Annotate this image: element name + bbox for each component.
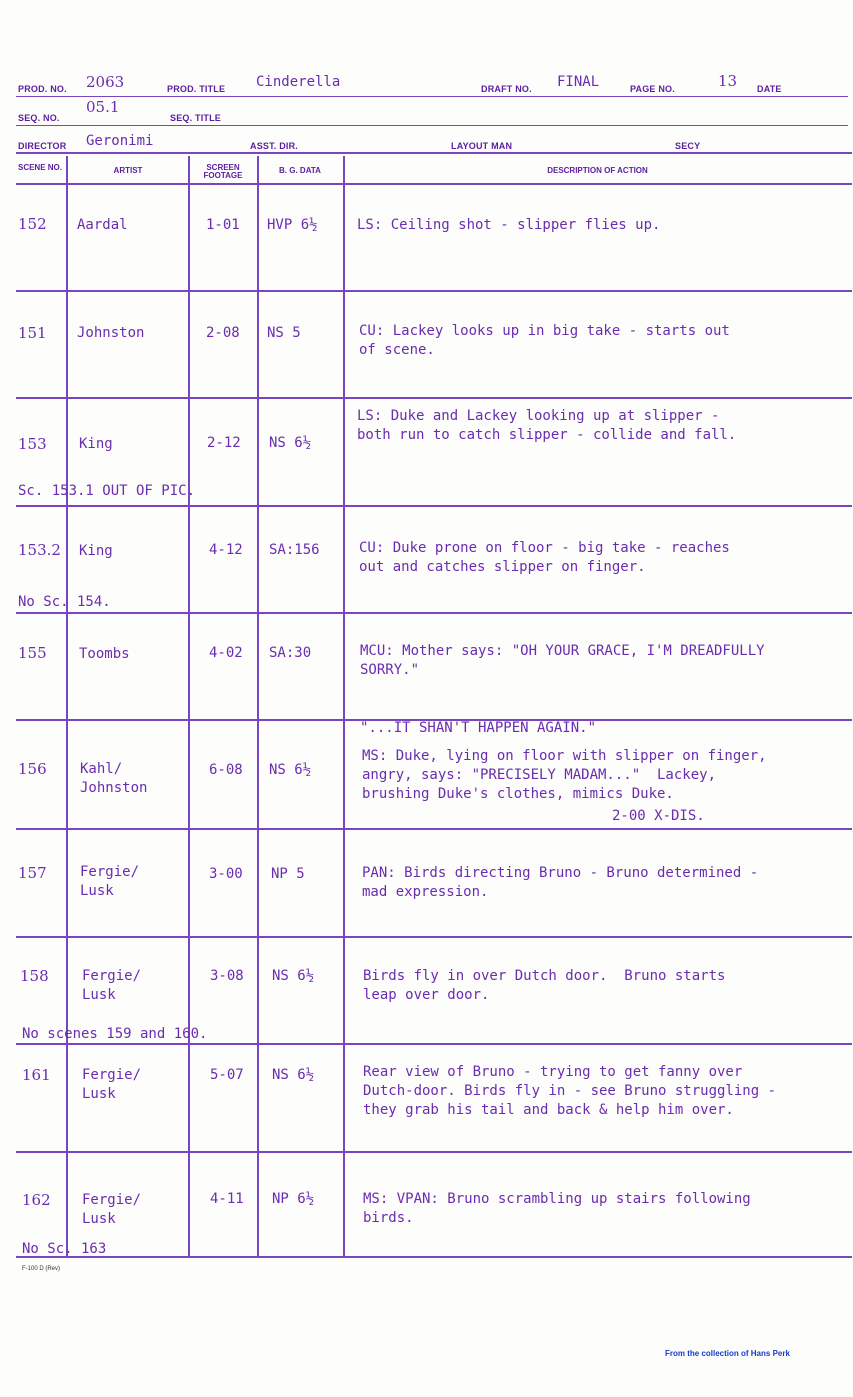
description-cell: MS: VPAN: Bruno scrambling up stairs following birds.	[363, 1191, 751, 1226]
footage-cell: 5-07	[210, 1067, 244, 1083]
scene-number: 153	[18, 435, 47, 453]
table-head-rule	[16, 183, 852, 185]
row-rule	[16, 936, 852, 938]
description-cell: LS: Ceiling shot - slipper flies up.	[357, 217, 661, 233]
scene-number: 152	[18, 215, 47, 233]
artist-cell: Kahl/ Johnston	[80, 761, 148, 796]
footage-cell: 3-08	[210, 968, 244, 984]
row-rule	[16, 1151, 852, 1153]
row-rule	[16, 290, 852, 292]
artist-cell: Fergie/ Lusk	[82, 1067, 142, 1102]
bg-data-cell: HVP 6½	[267, 217, 318, 233]
description-cell: MCU: Mother says: "OH YOUR GRACE, I'M DREADFULLY SORRY."	[360, 643, 765, 678]
asst-dir-label: ASST. DIR.	[250, 141, 299, 151]
artist-cell: King	[79, 543, 113, 559]
bg-data-cell: SA:156	[269, 542, 320, 558]
scene-number: 151	[18, 324, 47, 342]
prod-title-value: Cinderella	[256, 74, 341, 90]
scene-number: 157	[18, 864, 47, 882]
artist-cell: Johnston	[77, 325, 145, 341]
footage-cell: 2-08	[206, 325, 240, 341]
col-head-artist: ARTIST	[113, 166, 143, 175]
artist-cell: Fergie/ Lusk	[82, 968, 142, 1003]
seq-no-value: 05.1	[86, 98, 120, 116]
artist-cell: Fergie/ Lusk	[80, 864, 140, 899]
col-divider-3	[257, 156, 259, 1256]
footage-cell: 4-02	[209, 645, 243, 661]
bg-data-cell: NP 5	[271, 866, 305, 882]
collection-credit: From the collection of Hans Perk	[665, 1349, 790, 1358]
draft-no-value: FINAL	[557, 74, 600, 90]
footage-cell: 3-00	[209, 866, 243, 882]
bg-data-cell: NS 6½	[272, 968, 315, 984]
col-head-scene: SCENE NO.	[17, 163, 62, 172]
artist-cell: Fergie/ Lusk	[82, 1192, 142, 1227]
artist-cell: Aardal	[77, 217, 128, 233]
col-head-bg: B. G. DATA	[279, 166, 321, 175]
row-rule	[16, 612, 852, 614]
scene-number: 158	[20, 967, 49, 985]
description-cell: CU: Duke prone on floor - big take - reaches out and catches slipper on finger.	[359, 540, 730, 575]
col-divider-1	[66, 156, 68, 1256]
description-cell: Rear view of Bruno - trying to get fanny over Dutch-door. Birds fly in - see Bruno struggling - they grab his tail and back & help him over.	[363, 1064, 777, 1118]
scene-number: 153.2	[18, 541, 61, 559]
footage-cell: 1-01	[206, 217, 240, 233]
artist-cell: Toombs	[79, 646, 130, 662]
scene-number: 156	[18, 760, 47, 778]
bg-data-cell: NS 6½	[269, 762, 312, 778]
secy-label: SECY	[675, 141, 701, 151]
director-value: Geronimi	[86, 133, 154, 149]
col-divider-4	[343, 156, 345, 1256]
header-rule-2	[16, 125, 848, 126]
seq-no-label: SEQ. NO.	[18, 113, 60, 123]
seq-title-label: SEQ. TITLE	[170, 113, 222, 123]
draft-no-label: DRAFT NO.	[481, 84, 532, 94]
bg-data-cell: NP 6½	[272, 1191, 315, 1207]
scene-number: 161	[22, 1066, 51, 1084]
form-number: F-100 D (Rev)	[22, 1266, 61, 1272]
scene-note: No Sc. 163	[22, 1241, 107, 1257]
description-cell: PAN: Birds directing Bruno - Bruno determined - mad expression.	[362, 865, 759, 900]
table-bottom-rule	[16, 1256, 852, 1258]
scene-note: No scenes 159 and 160.	[22, 1026, 208, 1042]
col-head-desc: DESCRIPTION OF ACTION	[547, 166, 648, 175]
footage-cell: 4-12	[209, 542, 243, 558]
bg-data-cell: NS 5	[267, 325, 301, 341]
scene-number: 162	[22, 1191, 51, 1209]
footage-cell: 2-12	[207, 435, 241, 451]
scene-note: 2-00 X-DIS.	[612, 808, 705, 824]
header-rule-1	[16, 96, 848, 97]
bg-data-cell: SA:30	[269, 645, 312, 661]
prod-title-label: PROD. TITLE	[167, 84, 226, 94]
footage-cell: 4-11	[210, 1191, 244, 1207]
scene-number: 155	[18, 644, 47, 662]
bg-data-cell: NS 6½	[272, 1067, 315, 1083]
description-cell: LS: Duke and Lackey looking up at slipper - both run to catch slipper - collide and fall.	[357, 408, 737, 443]
col-divider-2	[188, 156, 190, 1256]
row-rule	[16, 397, 852, 399]
prod-no-label: PROD. NO.	[18, 84, 67, 94]
col-head-footage: SCREEN FOOTAGE	[203, 163, 243, 180]
table-top-rule	[16, 152, 852, 154]
scene-note: "...IT SHAN'T HAPPEN AGAIN."	[360, 720, 597, 736]
scene-note: No Sc. 154.	[18, 594, 111, 610]
row-rule	[16, 1043, 852, 1045]
footage-cell: 6-08	[209, 762, 243, 778]
date-label: DATE	[757, 84, 782, 94]
bg-data-cell: NS 6½	[269, 435, 312, 451]
row-rule	[16, 505, 852, 507]
page-no-value: 13	[718, 72, 738, 90]
row-rule	[16, 828, 852, 830]
scene-note: Sc. 153.1 OUT OF PIC.	[18, 483, 196, 499]
prod-no-value: 2063	[86, 73, 125, 91]
page-no-label: PAGE NO.	[630, 84, 675, 94]
description-cell: MS: Duke, lying on floor with slipper on finger, angry, says: "PRECISELY MADAM..." Lackey, brushing Duke's clothes, mimics Duke.	[362, 748, 767, 802]
director-label: DIRECTOR	[18, 141, 67, 151]
layout-man-label: LAYOUT MAN	[451, 141, 513, 151]
description-cell: Birds fly in over Dutch door. Bruno starts leap over door.	[363, 968, 726, 1003]
artist-cell: King	[79, 436, 113, 452]
description-cell: CU: Lackey looks up in big take - starts out of scene.	[359, 323, 730, 358]
